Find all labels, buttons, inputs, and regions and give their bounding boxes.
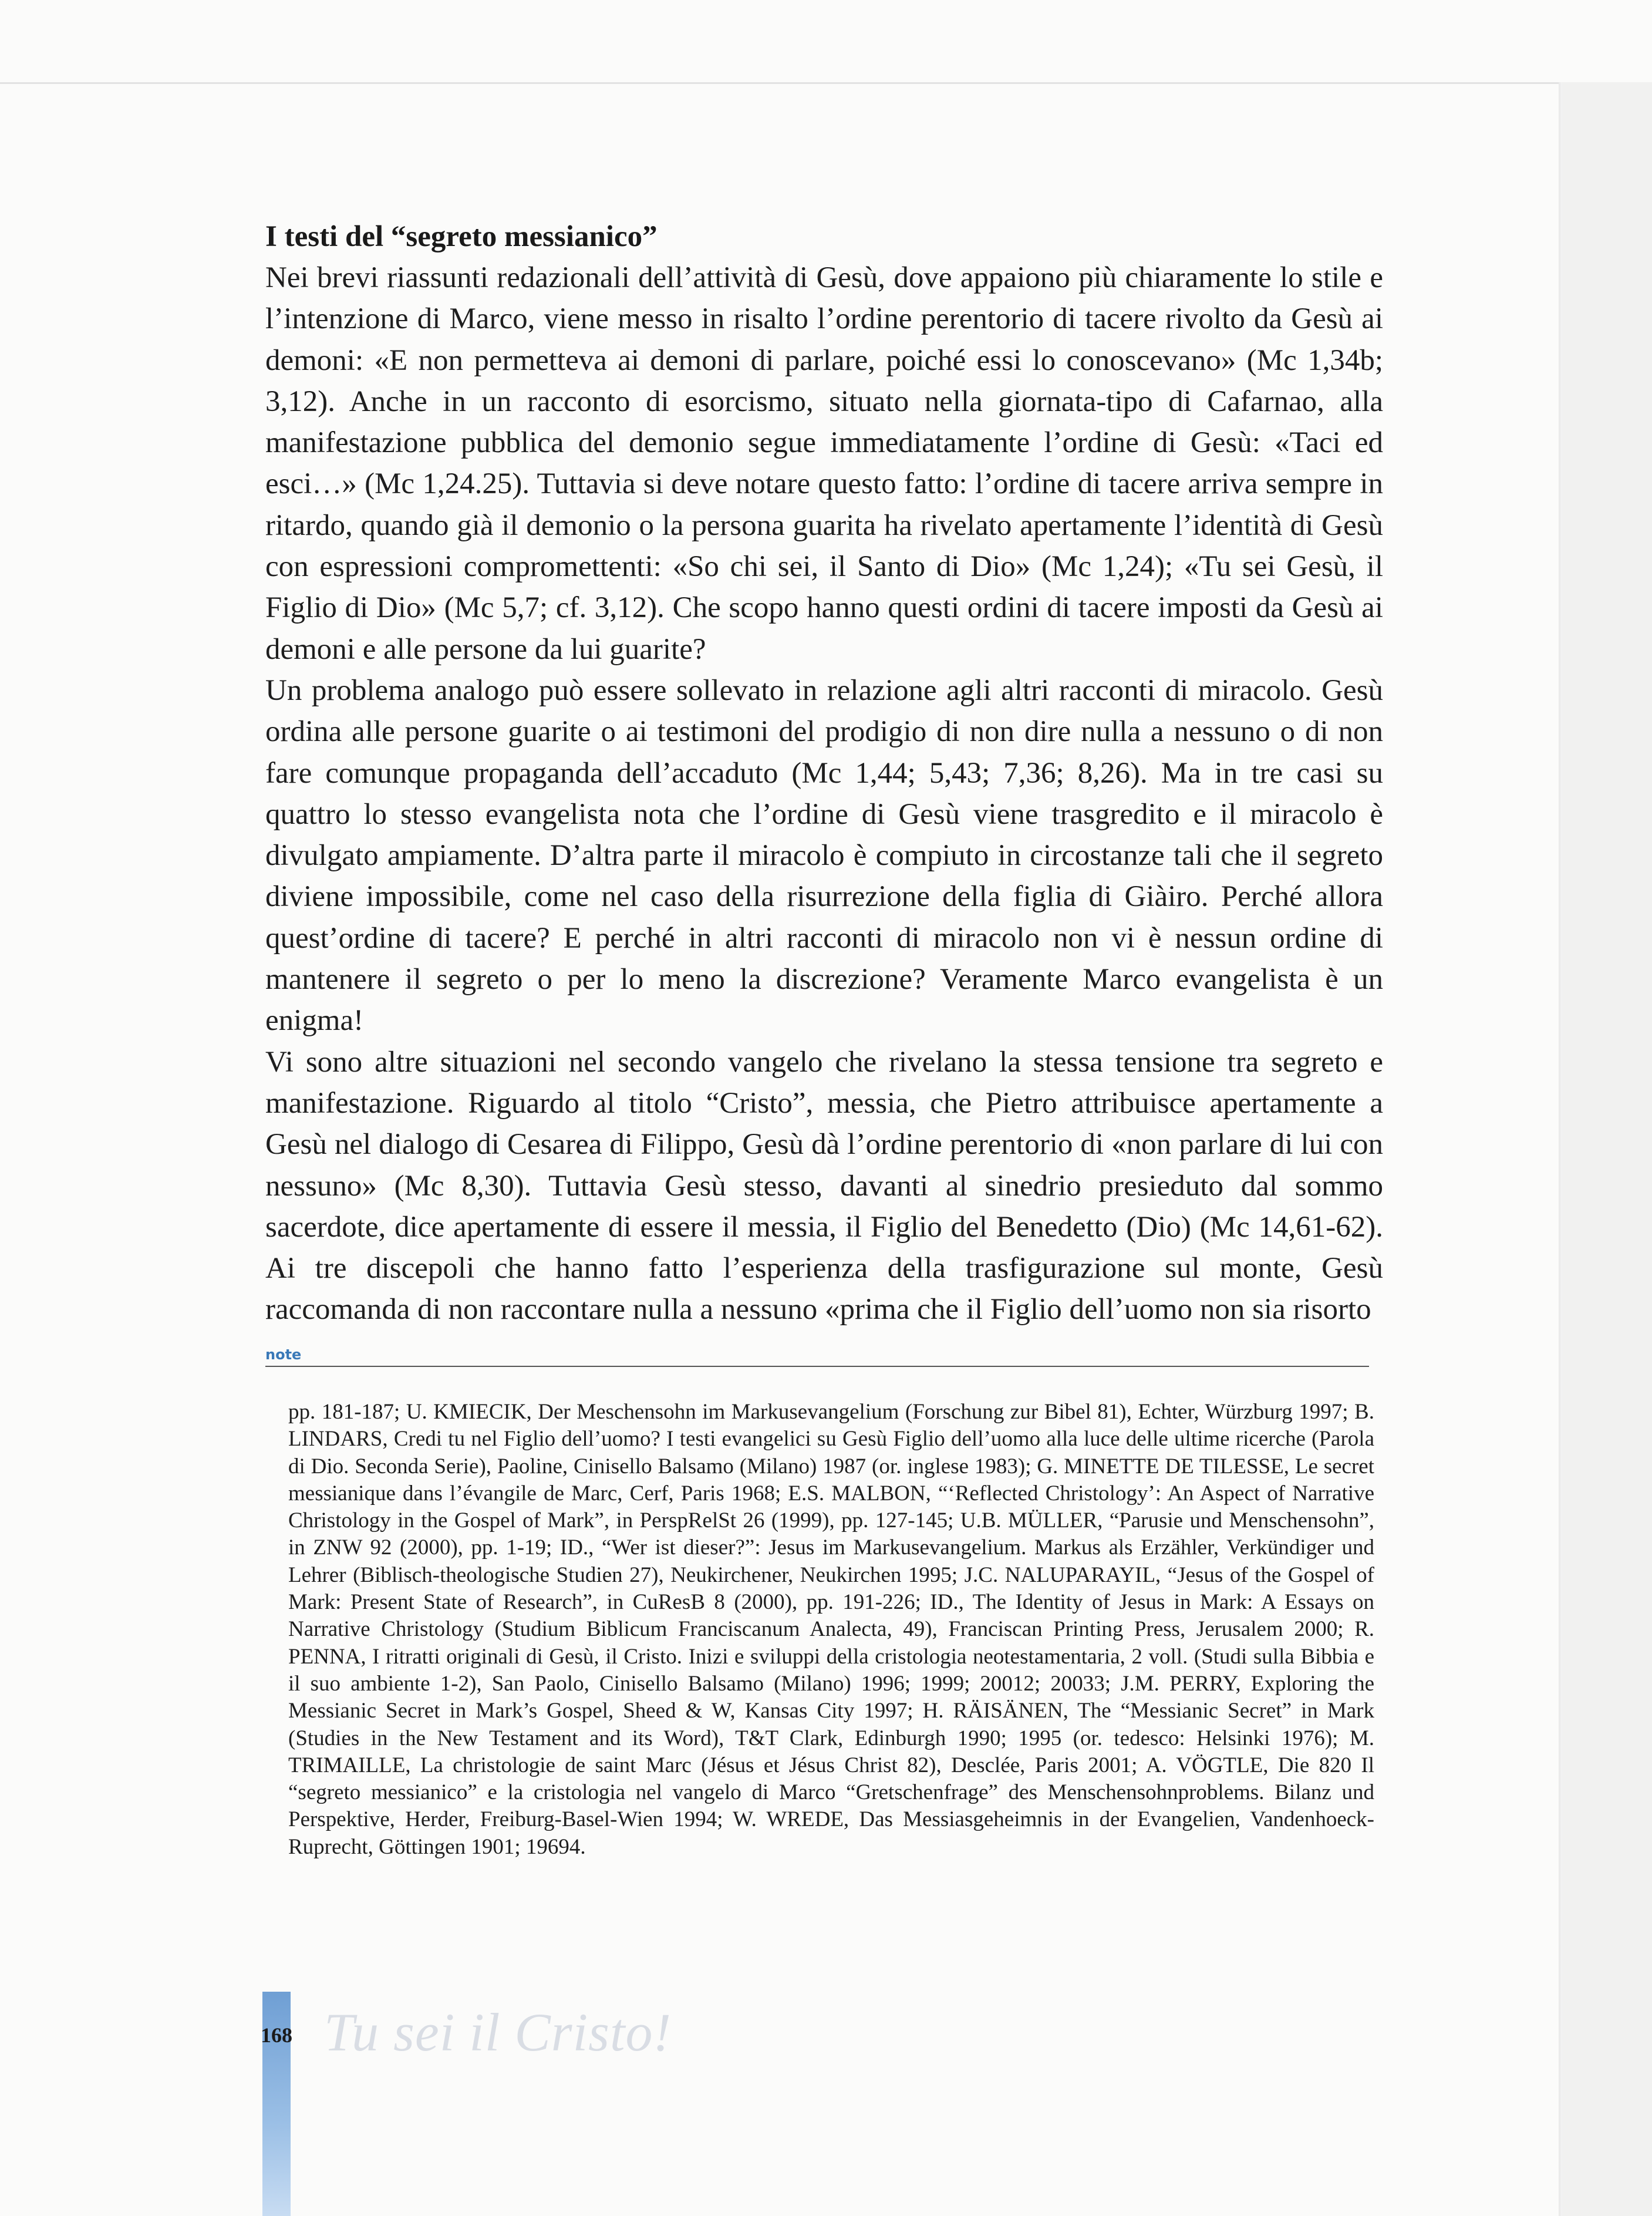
section-title: I testi del “segreto messianico” — [265, 220, 658, 253]
notes-divider — [265, 1366, 1369, 1367]
body-paragraph: Un problema analogo può essere sollevato in relazione agli altri racconti di miracolo. Gesù ordina alle persone guarite o ai testimoni del prodigio di non dire nulla a nessuno o di non fare comunque propaganda dell’accaduto (Mc 1,44; 5,43; 7,36; 8,26). Ma in tre casi su quattro lo stesso evangelista nota che l’ordine di Gesù viene trasgredito e il miracolo è divulgato ampiamente. D’altra parte il miracolo è compiuto in circostanze tali che il segreto diviene impossibile, come nel caso della risurrezione della figlia di Giàiro. Perché allora quest’ordine di tacere? E perché in altri racconti di miracolo non vi è nessun ordine di mantenere il segreto o per lo meno la discrezione? Veramente Marco evangelista è un enigma! — [265, 673, 1383, 1038]
notes-label: note — [265, 1346, 302, 1363]
body-paragraph: Nei brevi riassunti redazionali dell’attività di Gesù, dove appaiono più chiaramente lo stile e l’intenzione di Marco, viene messo in risalto l’ordine perentorio di tacere rivolto da Gesù ai demoni: «E non permetteva ai demoni di parlare, poiché essi lo conoscevano» (Mc 1,34b; 3,12). Anche in un racconto di esorcismo, situato nella giornata-tipo di Cafarnao, alla manifestazione pubblica del demonio segue immediatamente l’ordine di Gesù: «Taci ed esci…» (Mc 1,24.25). Tuttavia si deve notare questo fatto: l’ordine di tacere arriva sempre in ritardo, quando già il demonio o la persona guarita ha rivelato apertamente l’identità di Gesù con espressioni compromettenti: «So chi sei, il Santo di Dio» (Mc 1,24); «Tu sei Gesù, il Figlio di Dio» (Mc 5,7; cf. 3,12). Che scopo hanno questi ordini di tacere imposti da Gesù ai demoni e alle persone da lui guarite? — [265, 261, 1383, 666]
page-top-edge — [0, 82, 1614, 84]
running-title: Tu sei il Cristo! — [324, 2002, 672, 2062]
page-number: 168 — [261, 2023, 292, 2047]
facing-page-edge — [1562, 82, 1652, 2216]
main-column — [265, 216, 1383, 1331]
page-gutter-edge — [1559, 82, 1562, 2216]
footnote-text: pp. 181-187; U. KMIECIK, Der Meschensohn im Markusevangelium (Forschung zur Bibel 81), Echter, Würzburg 1997; B. LINDARS, Credi tu nel Figlio dell’uomo? I testi evangelici su Gesù Figlio dell’uomo alla luce delle ultime ricerche (Parola di Dio. Seconda Serie), Paoline, Cinisello Balsamo (Milano) 1987 (or. inglese 1983); G. MINETTE DE TILESSE, Le secret messianique dans l’évangile de Marc, Cerf, Paris 1968; E.S. MALBON, “‘Reflected Christology’: An Aspect of Narrative Christology in the Gospel of Mark”, in PerspRelSt 26 (1999), pp. 127-145; U.B. MÜLLER, “Parusie und Menschensohn”, in ZNW 92 (2000), pp. 1-19; ID., “Wer ist dieser?”: Jesus im Markusevangelium. Markus als Erzähler, Verkündiger und Lehrer (Biblisch-theologische Studien 27), Neukirchener, Neukirchen 1995; J.C. NALUPARAYIL, “Jesus of the Gospel of Mark: Present State of Research”, in CuResB 8 (2000), pp. 191-226; ID., The Identity of Jesus in Mark: A Essays on Narrative Christology (Studium Biblicum Franciscanum Analecta, 49), Franciscan Printing Press, Jerusalem 2000; R. PENNA, I ritratti originali di Gesù, il Cristo. Inizi e sviluppi della cristologia neotestamentaria, 2 voll. (Studi sulla Bibbia e il suo ambiente 1-2), San Paolo, Cinisello Balsamo (Milano) 1996; 1999; 20012; 20033; J.M. PERRY, Exploring the Messianic Secret in Mark’s Gospel, Sheed & W, Kansas City 1997; H. RÄISÄNEN, The “Messianic Secret” in Mark (Studies in the New Testament and its Word), T&T Clark, Edinburgh 1990; 1995 (or. tedesco: Helsinki 1976); M. TRIMAILLE, La christologie de saint Marc (Jésus et Jésus Christ 82), Desclée, Paris 2001; A. VÖGTLE, Die 820 Il “segreto messianico” e la cristologia nel vangelo di Marco “Gretschenfrage” des Menschensohnproblems. Bilanz und Perspektive, Herder, Freiburg-Basel-Wien 1994; W. WREDE, Das Messiasgeheimnis in der Evangelien, Vandenhoeck-Ruprecht, Göttingen 1901; 19694. — [288, 1400, 1374, 1859]
notes-header — [265, 1346, 1383, 1367]
body-paragraph: Vi sono altre situazioni nel secondo vangelo che rivelano la stessa tensione tra segreto e manifestazione. Riguardo al titolo “Cristo”, messia, che Pietro attribuisce apertamente a Gesù nel dialogo di Cesarea di Filippo, Gesù dà l’ordine perentorio di «non parlare di lui con nessuno» (Mc 8,30). Tuttavia Gesù stesso, davanti al sinedrio presieduto dal sommo sacerdote, dice apertamente di essere il messia, il Figlio del Benedetto (Dio) (Mc 14,61-62). Ai tre discepoli che hanno fatto l’esperienza della trasfigurazione sul monte, Gesù raccomanda di non raccontare nulla a nessuno «prima che il Figlio dell’uomo non sia risorto — [265, 1045, 1383, 1326]
